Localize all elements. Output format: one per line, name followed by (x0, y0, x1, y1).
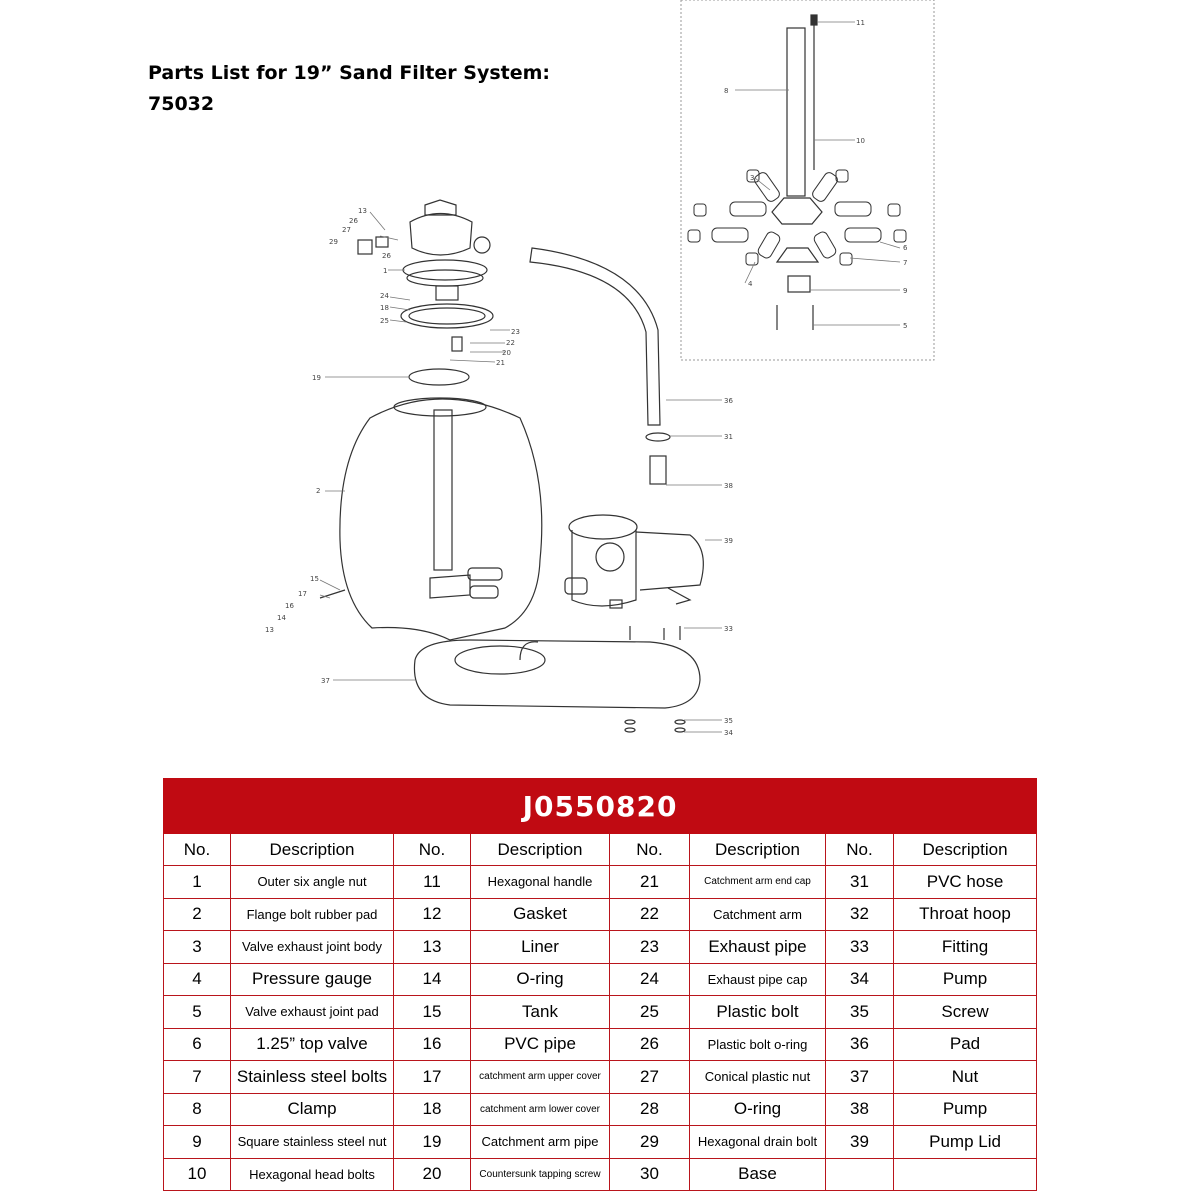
callout: 36 (724, 397, 733, 405)
part-number: 14 (394, 963, 471, 996)
part-description: Exhaust pipe cap (690, 963, 826, 996)
part-number: 1 (164, 866, 231, 899)
part-description: Screw (894, 996, 1037, 1029)
part-description: Tank (471, 996, 610, 1029)
part-description: 1.25” top valve (231, 1028, 394, 1061)
title-line-1: Parts List for 19” Sand Filter System: (148, 62, 551, 84)
part-number: 37 (826, 1061, 894, 1094)
part-description: Plastic bolt o-ring (690, 1028, 826, 1061)
part-description: Catchment arm (690, 898, 826, 931)
part-description: Throat hoop (894, 898, 1037, 931)
table-row (164, 996, 1037, 1029)
part-number: 20 (394, 1158, 471, 1191)
part-description: Exhaust pipe (690, 931, 826, 964)
table-row (164, 1126, 1037, 1159)
table-row (164, 1028, 1037, 1061)
table-row (164, 931, 1037, 964)
part-number: 32 (826, 898, 894, 931)
standpipe (434, 410, 452, 570)
callout: 37 (321, 677, 330, 685)
callout: 2 (316, 487, 321, 495)
top-valve (358, 200, 493, 385)
column-headers (164, 834, 1037, 866)
o-ring (409, 369, 469, 385)
lateral (756, 230, 781, 260)
throat-hoop (646, 433, 670, 441)
part-description: Valve exhaust joint body (231, 931, 394, 964)
part-description: Clamp (231, 1093, 394, 1126)
callout: 31 (724, 433, 733, 441)
callout: 21 (496, 359, 505, 367)
callout: 18 (380, 304, 389, 312)
part-number (826, 1158, 894, 1191)
callout: 26 (349, 217, 358, 225)
part-description: Flange bolt rubber pad (231, 898, 394, 931)
lateral-cap (840, 253, 852, 265)
column-header: Description (690, 834, 826, 866)
part-number: 3 (164, 931, 231, 964)
part-number: 12 (394, 898, 471, 931)
tank-body (340, 399, 542, 640)
lateral (812, 230, 837, 260)
table-row (164, 1158, 1037, 1191)
drain-assembly (320, 590, 345, 598)
lateral (712, 228, 748, 242)
column-header: Description (231, 834, 394, 866)
part-number: 22 (610, 898, 690, 931)
lateral (845, 228, 881, 242)
part-number: 18 (394, 1093, 471, 1126)
part-description: PVC pipe (471, 1028, 610, 1061)
upper-hub (772, 198, 822, 224)
part-description: Pressure gauge (231, 963, 394, 996)
callout: 6 (903, 244, 908, 252)
callout: 38 (724, 482, 733, 490)
column-header: Description (894, 834, 1037, 866)
part-number: 9 (164, 1126, 231, 1159)
lateral (730, 202, 766, 216)
table-row (164, 898, 1037, 931)
part-description: Hexagonal head bolts (231, 1158, 394, 1191)
lateral-cap (894, 230, 906, 242)
part-number: 5 (164, 996, 231, 1029)
callout: 7 (903, 259, 908, 267)
valve-body (410, 214, 472, 256)
part-number: 4 (164, 963, 231, 996)
part-description: Pump Lid (894, 1126, 1037, 1159)
part-description: Outer six angle nut (231, 866, 394, 899)
part-number: 26 (610, 1028, 690, 1061)
callout: 14 (277, 614, 286, 622)
callout: 34 (724, 729, 733, 737)
part-number: 21 (610, 866, 690, 899)
callout: 16 (285, 602, 294, 610)
callout: 25 (380, 317, 389, 325)
collar (788, 276, 810, 292)
callout: 19 (312, 374, 321, 382)
part-number: 39 (826, 1126, 894, 1159)
pump-fitting (650, 456, 666, 484)
part-number: 11 (394, 866, 471, 899)
column-header: No. (826, 834, 894, 866)
callout: 17 (298, 590, 307, 598)
callout: 39 (724, 537, 733, 545)
lateral-cap (694, 204, 706, 216)
table-row (164, 963, 1037, 996)
table-row (164, 866, 1037, 899)
part-number: 28 (610, 1093, 690, 1126)
part-number: 15 (394, 996, 471, 1029)
part-description: Conical plastic nut (690, 1061, 826, 1094)
part-number: 29 (610, 1126, 690, 1159)
lateral (811, 171, 840, 204)
part-description: Countersunk tapping screw (471, 1158, 610, 1191)
part-number: 31 (826, 866, 894, 899)
standpipe (787, 28, 805, 196)
part-number: 17 (394, 1061, 471, 1094)
callout: 22 (506, 339, 515, 347)
part-description: Plastic bolt (690, 996, 826, 1029)
callout: 5 (903, 322, 908, 330)
part-number: 25 (610, 996, 690, 1029)
lower-hub (777, 248, 818, 262)
part-description: Pump (894, 963, 1037, 996)
callout: 33 (724, 625, 733, 633)
callout: 23 (511, 328, 520, 336)
part-number: 16 (394, 1028, 471, 1061)
part-number: 8 (164, 1093, 231, 1126)
part-description: Pad (894, 1028, 1037, 1061)
valve-handle (425, 200, 456, 215)
column-header: No. (610, 834, 690, 866)
base-plate (414, 640, 700, 708)
callout: 3 (750, 174, 755, 182)
lateral (835, 202, 871, 216)
part-description: O-ring (690, 1093, 826, 1126)
part-number: 38 (826, 1093, 894, 1126)
part-description: Square stainless steel nut (231, 1126, 394, 1159)
part-description: Nut (894, 1061, 1037, 1094)
column-header: No. (164, 834, 231, 866)
callout: 11 (856, 19, 865, 27)
part-description: Pump (894, 1093, 1037, 1126)
table-row (164, 1061, 1037, 1094)
part-description: catchment arm upper cover (471, 1061, 610, 1094)
part-number: 23 (610, 931, 690, 964)
callout: 20 (502, 349, 511, 357)
part-description: Stainless steel bolts (231, 1061, 394, 1094)
part-number: 30 (610, 1158, 690, 1191)
callout: 24 (380, 292, 389, 300)
filter-tank (320, 398, 542, 640)
lateral-assembly-inset (681, 0, 934, 360)
part-description: Catchment arm end cap (690, 866, 826, 899)
part-description: Base (690, 1158, 826, 1191)
part-description: PVC hose (894, 866, 1037, 899)
part-number: 36 (826, 1028, 894, 1061)
part-number: 6 (164, 1028, 231, 1061)
table-row (164, 1093, 1037, 1126)
part-number: 27 (610, 1061, 690, 1094)
callout: 1 (383, 267, 388, 275)
part-number: 10 (164, 1158, 231, 1191)
part-number: 19 (394, 1126, 471, 1159)
lateral-cap (688, 230, 700, 242)
pump-lid (569, 515, 637, 539)
part-description: Fitting (894, 931, 1037, 964)
callout: 26 (382, 252, 391, 260)
part-number: 35 (826, 996, 894, 1029)
part-description: Hexagonal drain bolt (690, 1126, 826, 1159)
callout: 4 (748, 280, 753, 288)
callout: 8 (724, 87, 729, 95)
part-description: Liner (471, 931, 610, 964)
callout: 35 (724, 717, 733, 725)
callout: 13 (265, 626, 274, 634)
part-number: 7 (164, 1061, 231, 1094)
part-description: Valve exhaust joint pad (231, 996, 394, 1029)
callout: 27 (342, 226, 351, 234)
column-header: Description (471, 834, 610, 866)
part-code-header: J0550820 (164, 779, 1037, 834)
part-description: Gasket (471, 898, 610, 931)
lateral-cap (888, 204, 900, 216)
callout: 10 (856, 137, 865, 145)
lateral-cap (746, 253, 758, 265)
callout: 15 (310, 575, 319, 583)
pvc-hose (530, 248, 660, 425)
part-number: 2 (164, 898, 231, 931)
base (414, 640, 700, 708)
part-number: 33 (826, 931, 894, 964)
part-description (894, 1158, 1037, 1191)
part-number: 24 (610, 963, 690, 996)
air-relief-cap (811, 15, 817, 25)
pump (565, 515, 703, 608)
part-description: Hexagonal handle (471, 866, 610, 899)
part-description: catchment arm lower cover (471, 1093, 610, 1126)
part-number: 13 (394, 931, 471, 964)
parts-list-table (163, 778, 1037, 1191)
part-description: Catchment arm pipe (471, 1126, 610, 1159)
lateral (753, 171, 782, 204)
title-line-2: 75032 (148, 93, 215, 115)
part-description: O-ring (471, 963, 610, 996)
callout: 29 (329, 238, 338, 246)
column-header: No. (394, 834, 471, 866)
part-number: 34 (826, 963, 894, 996)
callout: 13 (358, 207, 367, 215)
callout: 9 (903, 287, 908, 295)
